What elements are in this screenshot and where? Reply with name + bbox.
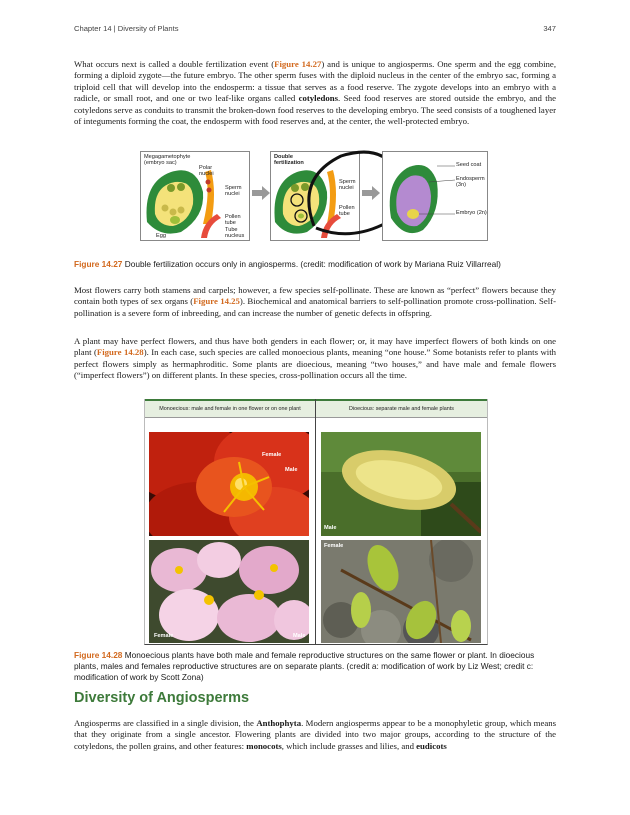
text-span: . Modern angiosperms appear to be a monophyletic group, which means that they originate from a single ancestor. Flowering plants are divided into two major groups, according to the structure of the cotyledons, the pollen grains, and other features: <box>74 718 556 751</box>
figure-14-27-caption <box>74 259 556 270</box>
red-flower-image <box>149 432 309 536</box>
label-female-a: Female <box>262 452 282 458</box>
photo-begonia-pink <box>149 540 309 643</box>
figure-14-28 <box>144 399 488 645</box>
term-eudicots: eudicots <box>416 740 447 751</box>
label-megagametophyte <box>144 154 190 167</box>
label-text: nuclei <box>225 191 240 198</box>
caption-text: Double fertilization occurs only in angiosperms. (credit: modification of work by Mariana Ruiz Villarreal) <box>122 259 501 269</box>
label-text: Tube <box>225 227 238 233</box>
label-text: Pollen <box>225 214 241 220</box>
figure-14-25-link[interactable]: Figure 14.25 <box>193 296 240 307</box>
table-header <box>145 399 487 418</box>
pink-flower-image <box>149 540 309 643</box>
figure-14-27-link[interactable]: Figure 14.27 <box>274 59 322 69</box>
label-tube-nucleus <box>225 227 244 240</box>
label-text: nuclei <box>339 185 354 192</box>
label-text: Polar <box>199 165 213 171</box>
photo-willow-female <box>321 540 481 643</box>
photo-begonia-red <box>149 432 309 536</box>
label-pollen-tube <box>225 214 241 227</box>
term-anthophyta: Anthophyta <box>256 718 302 728</box>
label-text: Pollen <box>339 205 355 211</box>
text-span: A plant may have perfect flowers, and thus have both genders in each flower; or, it may have imperfect flowers of both kinds on one plant ( <box>74 336 556 358</box>
header-dioecious: Dioecious: separate male and female plants <box>349 406 454 412</box>
label-text: tube <box>339 211 350 218</box>
running-head <box>74 24 556 36</box>
label-text: nucleus <box>225 233 245 240</box>
male-catkin-image <box>321 432 481 536</box>
text-span: Most flowers carry both stamens and carpels; however, a few species self-pollinate. These are known as “perfect” flowers because they contain both types of sex organs ( <box>74 285 556 307</box>
text-span: ). Biochemical and anatomical barriers to self-pollination promote cross-pollination. Self-pollination is a severe form of inbreeding, and can increase the number of genetic defects in offspring. <box>74 296 556 318</box>
section-heading: Diversity of Angiosperms <box>74 690 250 706</box>
text-span: Angiosperms are classified in a single division, the <box>74 718 257 728</box>
label-seed-coat: Seed coat <box>456 162 482 168</box>
term-monocots: monocots <box>246 740 282 751</box>
chapter-title: Chapter 14 | Diversity of Plants <box>74 24 179 33</box>
label-female-d: Female <box>324 543 344 549</box>
panel-seed <box>382 151 488 241</box>
column-divider <box>315 399 316 644</box>
label-male-a: Male <box>285 467 298 473</box>
label-text: tube <box>225 220 236 227</box>
label-male-c: Male <box>293 633 306 639</box>
caption-figure-number: Figure 14.28 <box>74 650 123 660</box>
label-female-c: Female <box>154 633 174 639</box>
label-text: Sperm <box>225 185 242 191</box>
text-span: What occurs next is called a double fertilization event ( <box>74 59 275 69</box>
paragraph-perfect-flowers <box>74 285 556 319</box>
text-span: . Seed food reserves are stored outside the embryo, and the cotyledons serve as conduits to transmit the broken-down food reserves to the developing embryo. The seed consists of a toughened layer of integuments forming the coat, the endosperm with food reserves and, at the center, the well-protected embryo. <box>74 93 557 127</box>
label-text: (embryo sac) <box>144 160 177 167</box>
arrow-right-icon <box>362 186 380 200</box>
text-span: , which include grasses and lilies, and <box>281 740 417 751</box>
paragraph-angiosperm-classification <box>74 718 556 752</box>
text-span: ). In each case, such species are called monoecious plants, meaning “one house.” Some botanists refer to plants with perfect flowers simply as hermaphroditic. Some plants are dioecious, meaning “two houses,” and have male and female flowers (“imperfect flowers”) on different plants. In these species, cross-pollination occurs all the time. <box>74 347 556 381</box>
label-egg: Egg <box>156 233 166 239</box>
label-sperm-nuclei <box>225 185 241 198</box>
label-text: Sperm <box>339 179 356 185</box>
label-text: fertilization <box>274 160 304 167</box>
caption-text: Monoecious plants have both male and female reproductive structures on the same flower or plant. In dioecious plants, males and females reproductive structures are on separate plants. (credit a: modification of work by Liz West; credit c: modification of work by Scott Zona) <box>74 650 535 683</box>
figure-14-28-caption <box>74 650 556 684</box>
label-text: Double <box>274 154 293 160</box>
label-text: Megagametophyte <box>144 154 191 160</box>
label-endosperm: Endosperm (3n) <box>456 176 485 189</box>
term-cotyledons: cotyledons <box>298 93 338 104</box>
arrow-right-icon <box>252 186 270 200</box>
figure-14-28-link[interactable]: Figure 14.28 <box>96 347 144 358</box>
female-catkin-image <box>321 540 481 643</box>
text-span: ) and is unique to angiosperms. One sperm and the egg combine, forming a diploid zygote—the future embryo. The other sperm fuses with the diploid nucleus in the center of the embryo sac, forming a triploid cell that will develop into the endosperm: a tissue that serves as a food reserve. The zygote develops into an embryo with a radicle, or small root, and one or two leaf-like organs called <box>74 59 557 104</box>
photo-willow-male <box>321 432 481 536</box>
page-number: 347 <box>543 24 556 33</box>
panel-megagametophyte <box>140 151 250 241</box>
label-male-b: Male <box>324 525 337 531</box>
figure-14-27 <box>140 148 488 244</box>
paragraph-monoecious <box>74 336 556 382</box>
header-monoecious: Monoecious: male and female in one flower or on one plant <box>159 406 301 412</box>
label-polar-nuclei <box>199 165 214 178</box>
label-text: nuclei <box>199 171 214 178</box>
caption-figure-number: Figure 14.27 <box>74 259 123 269</box>
label-embryo: Embryo (2n) <box>456 210 487 216</box>
paragraph-double-fertilization <box>74 59 556 127</box>
